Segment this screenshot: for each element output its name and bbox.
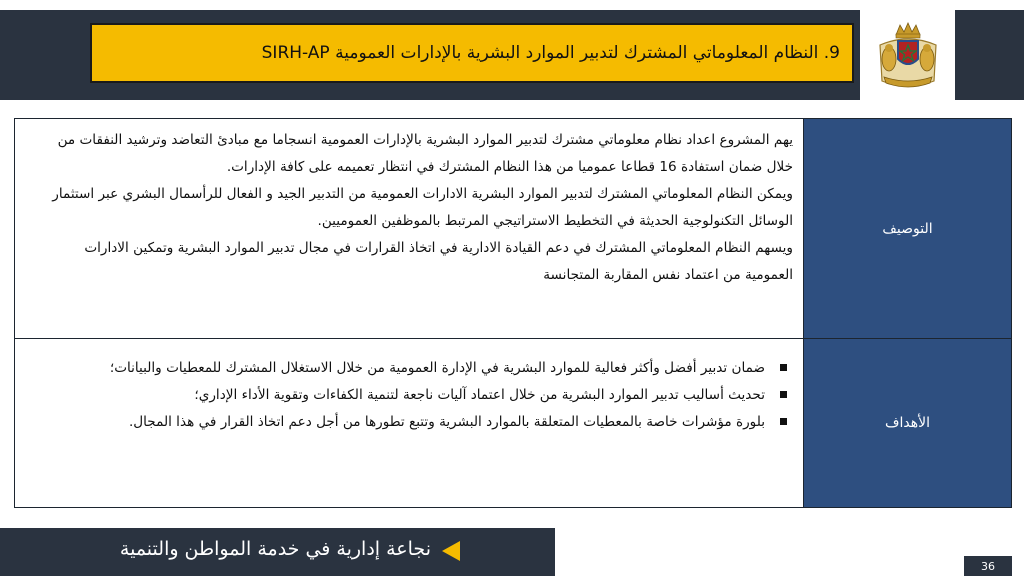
list-item: [45, 382, 793, 409]
description-paragraph: ويمكن النظام المعلوماتي المشترك لتدبير الموارد البشرية الادارات العمومية من التدبير الجيد و الفعال للرأسمال البشري عبر استثمار الوسائل التكنولوجية الحديثة في التخطيط الاستراتيجي المرتبط بالموظفين العموميين.: [52, 186, 793, 229]
goals-list: [45, 347, 793, 436]
list-item: [45, 409, 793, 436]
square-bullet-icon: [780, 364, 787, 371]
table-row-goals: [15, 339, 1011, 507]
square-bullet-icon: [780, 418, 787, 425]
table-row-description: [15, 119, 1011, 339]
info-table: [14, 118, 1012, 508]
row-label-cell: [803, 119, 1011, 338]
header-right-band: [955, 10, 1024, 100]
title-box: [90, 23, 854, 83]
goal-text: تحديث أساليب تدبير الموارد البشرية من خلال اعتماد آليات ناجعة لتنمية الكفاءات وتقوية الأداء الإداري؛: [194, 387, 765, 403]
royal-coat-of-arms-icon: [868, 15, 948, 95]
goal-text: ضمان تدبير أفضل وأكثر فعالية للموارد البشرية في الإدارة العمومية من خلال الاستغلال المشترك للمعطيات والبيانات؛: [109, 360, 765, 376]
triangle-left-icon: [442, 541, 460, 561]
row-label-description: التوصيف: [882, 220, 933, 237]
row-label-goals: الأهداف: [884, 415, 930, 431]
square-bullet-icon: [780, 391, 787, 398]
row-label-cell: [803, 339, 1011, 507]
list-item: [45, 355, 793, 382]
description-content: [15, 119, 803, 338]
slide-title: 9. النظام المعلوماتي المشترك لتدبير الموارد البشرية بالإدارات العمومية SIRH-AP: [261, 43, 840, 63]
goal-text: بلورة مؤشرات خاصة بالمعطيات المتعلقة بالموارد البشرية وتتبع تطورها من أجل دعم اتخاذ القرار في هذا المجال.: [128, 414, 765, 430]
goals-content: [15, 339, 803, 507]
footer-slogan: نجاعة إدارية في خدمة المواطن والتنمية: [119, 538, 431, 560]
page-number: 36: [964, 556, 1012, 576]
description-paragraph: يهم المشروع اعداد نظام معلوماتي مشترك لتدبير الموارد البشرية بالإدارات العمومية انسجاما مع مبادئ التعاضد وترشيد النفقات من خلال ضمان استفادة 16 قطاعا عموميا من هذا النظام المشترك في انتظار تعميمه على كافة الإدارات.: [57, 132, 793, 175]
description-paragraph: ويسهم النظام المعلوماتي المشترك في دعم القيادة الادارية في اتخاذ القرارات في مجال تدبير الموارد البشرية وتمكين الادارات العمومية من اعتماد نفس المقاربة المتجانسة: [84, 240, 793, 283]
